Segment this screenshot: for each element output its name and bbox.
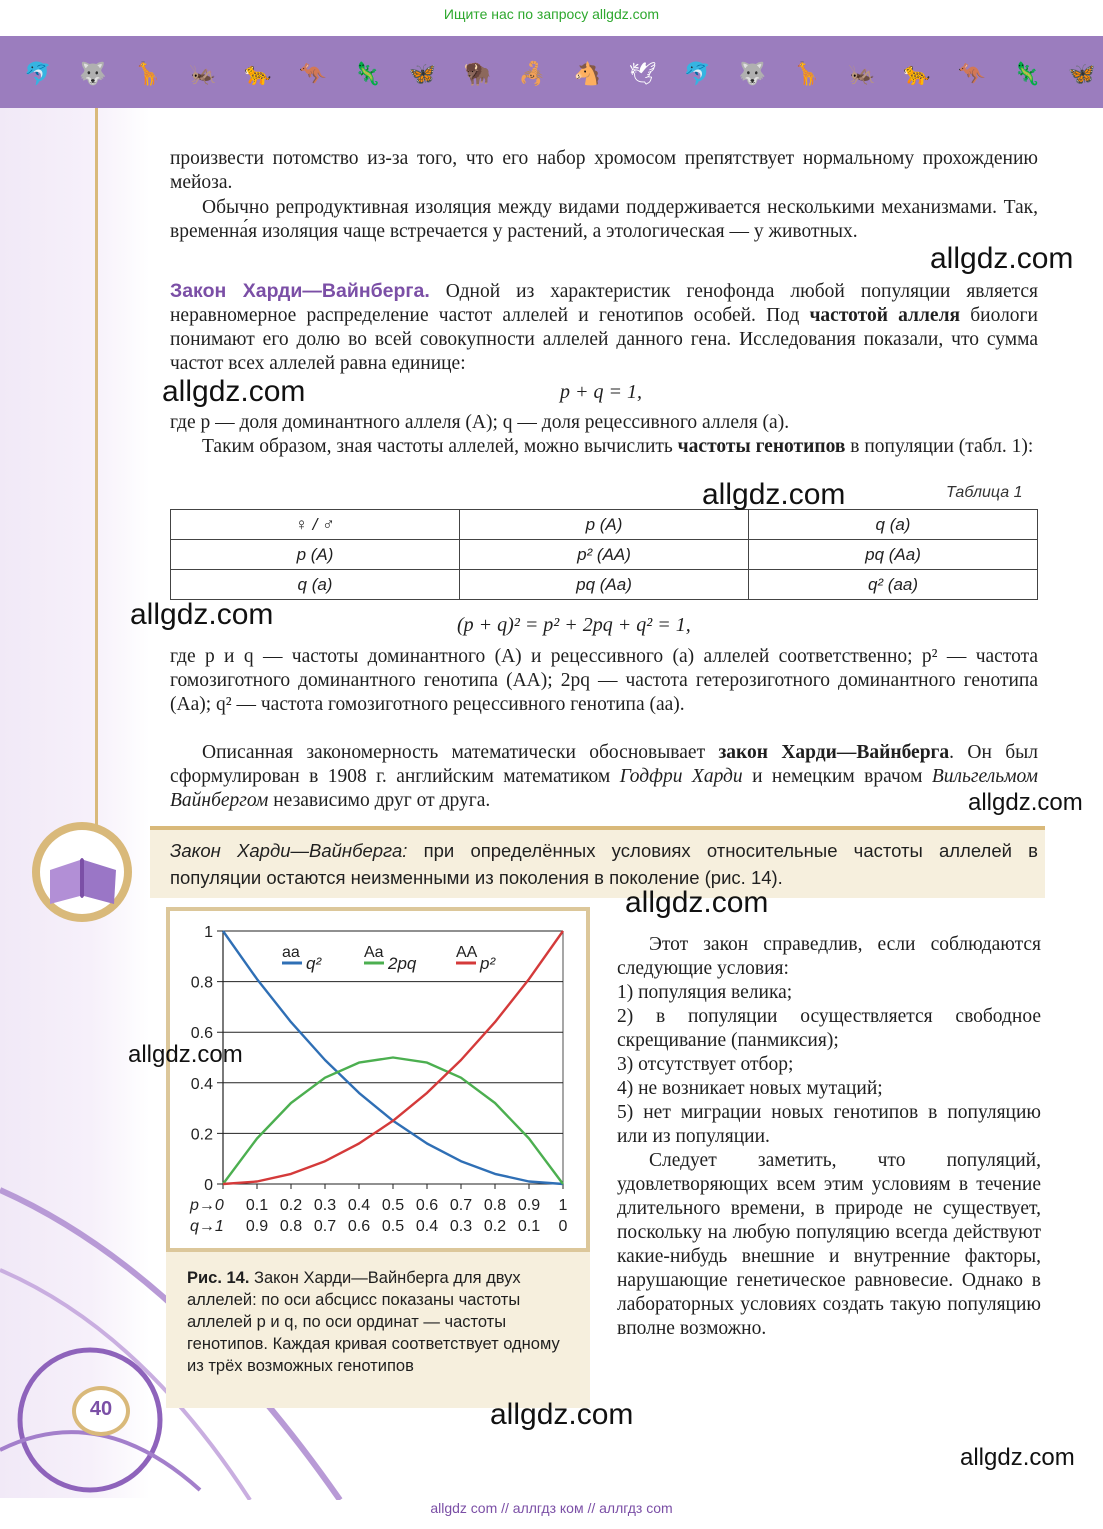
watermark: allgdz.com <box>702 478 846 511</box>
x-tick-label-q: 0.6 <box>347 1218 371 1235</box>
table-cell: p (A) <box>171 540 460 570</box>
y-tick-label: 0.6 <box>190 1025 213 1043</box>
p3-text-a: Одной из характеристик генофонда любой популяции является неравномерное распределение частот аллелей и генотипов особей. Под <box>170 281 1038 326</box>
x-tick-label-q: 0 <box>558 1218 568 1235</box>
figure-frame <box>166 907 590 1252</box>
legend-formula: 2pq <box>388 954 417 973</box>
animal-icon-row <box>20 62 1100 98</box>
allele-table <box>170 509 1038 600</box>
animal-silhouette-icon: 🦎 <box>353 62 382 87</box>
paragraph-p-q-definition: где p — доля доминантного аллеля (A); q — доля рецессивного аллеля (a). <box>170 412 790 433</box>
condition-4: 4) не возникает новых мутаций; <box>617 1078 883 1099</box>
margin-rule <box>95 108 98 828</box>
law-title: Закон Харди—Вайнберга: <box>170 840 408 861</box>
x-tick-label-q: 0.1 <box>517 1218 541 1235</box>
x-tick-label-p: 0.6 <box>415 1197 439 1214</box>
y-tick-label: 0.2 <box>190 1126 213 1144</box>
genotype-frequency-term: частоты генотипов <box>677 436 846 457</box>
table-cell: ♀ / ♂ <box>171 510 460 540</box>
animal-silhouette-icon: 🕊 <box>628 62 657 87</box>
paragraph-2: Обычно репродуктивная изоляция между видами поддерживается несколькими механизмами. Так, временна́я изоляция чаще встречается у растений, а этологическая — у животных. <box>170 197 1038 242</box>
table-cell: q (a) <box>749 510 1038 540</box>
table-cell: q² (aa) <box>749 570 1038 600</box>
animal-silhouette-icon: 🐺 <box>79 62 107 87</box>
condition-2: 2) в популяции осуществляется свободное скрещивание (панмиксия); <box>617 1006 1041 1051</box>
animal-silhouette-icon: 🦒 <box>134 62 162 87</box>
table-cell: p (A) <box>460 510 749 540</box>
x-tick-label-q: 0.8 <box>279 1218 303 1235</box>
p3-text-b: биологи понимают его долю во всей совокупности аллелей данного гена. Исследования показали, что сумма частот всех аллелей равна единице: <box>170 305 1038 374</box>
watermark: allgdz.com <box>930 242 1074 275</box>
x-tick-label-p: 0.3 <box>313 1197 337 1214</box>
animal-silhouette-icon: 🐬 <box>683 62 711 87</box>
animal-silhouette-icon: 🐆 <box>244 62 272 87</box>
animal-silhouette-icon: 🐆 <box>903 62 931 87</box>
watermark: allgdz.com <box>625 886 769 919</box>
table-cell: pq (Aa) <box>749 540 1038 570</box>
legend-formula: q² <box>306 954 322 973</box>
watermark: allgdz.com <box>490 1398 634 1431</box>
legend-formula: p² <box>480 954 496 973</box>
x-tick-label-p: 1 <box>558 1197 568 1214</box>
paragraph-genotype-definitions: где p и q — частоты доминантного (A) и рецессивного (a) аллелей соответственно; p² — частота гомозиготного доминантного генотипа (AA); 2pq — частота гетерозиготного доминантного генотипа (Aa); q² — частота гомозиготного рецессивного генотипа (aa). <box>170 646 1038 715</box>
paragraph-hardy-weinberg <box>170 279 1038 376</box>
animal-silhouette-icon: 🦎 <box>1013 62 1041 87</box>
animal-silhouette-icon: 🦗 <box>189 62 217 87</box>
x-tick-label-q: 0.3 <box>449 1218 473 1235</box>
weinberg-name: Вильгельмом Вайнбергом <box>170 766 1038 811</box>
formula-p-plus-q: p + q = 1, <box>560 381 642 403</box>
legend-genotype-aa: AA <box>456 944 478 961</box>
footer-note: allgdz com // аллгдз ком // аллгдз com <box>430 1500 673 1516</box>
p7-text-c: и немецким врачом <box>742 766 932 787</box>
open-book-icon <box>40 830 124 914</box>
paragraph-1: произвести потомство из-за того, что его набор хромосом препятствует нормальному прохождению мейоза. <box>170 148 1038 193</box>
x-tick-label-q: 0.4 <box>415 1218 439 1235</box>
condition-5: 5) нет миграции новых генотипов в популяцию или из популяции. <box>617 1102 1041 1147</box>
book-badge <box>32 822 132 922</box>
animal-silhouette-icon: 🐺 <box>738 62 766 87</box>
table-row <box>171 570 1038 600</box>
x-axis-label-p: p→0 <box>190 1197 224 1214</box>
hardy-weinberg-heading: Закон Харди—Вайнберга. <box>170 280 430 302</box>
animal-silhouette-icon: 🦘 <box>958 62 986 87</box>
conditions-intro: Этот закон справедлив, если соблюдаются следующие условия: <box>617 934 1041 979</box>
table-row <box>171 540 1038 570</box>
watermark: allgdz.com <box>162 375 306 408</box>
x-tick-label-q: 0.5 <box>381 1218 405 1235</box>
x-tick-label-q: 0.9 <box>245 1218 269 1235</box>
y-tick-label: 1 <box>204 924 213 941</box>
animal-silhouette-icon: 🐴 <box>573 62 602 87</box>
closing-paragraph: Следует заметить, что популяций, удовлетворяющих всем этим условиям в течение длительного времени, в природе не существует, поскольку на любую популяцию всегда действуют какие-нибудь внешние и внутренние факторы, нарушающие генетическое равновесие. Однако в лабораторных условиях создать такую популяцию вполне возможно. <box>617 1150 1041 1339</box>
table-cell: q (a) <box>171 570 460 600</box>
watermark: allgdz.com <box>960 1444 1075 1471</box>
table-caption: Таблица 1 <box>946 484 1023 501</box>
p7-text-b: . Он был сформулирован в 1908 г. английским математиком <box>170 742 1038 787</box>
animal-silhouette-icon: 🦒 <box>793 62 821 87</box>
animal-silhouette-icon: 🦋 <box>408 62 437 87</box>
hardy-name: Годфри Харди <box>619 766 743 787</box>
figure-number: Рис. 14. <box>187 1269 250 1287</box>
condition-1: 1) популяция велика; <box>617 982 793 1003</box>
x-tick-label-p: 0.9 <box>517 1197 541 1214</box>
watermark: allgdz.com <box>130 598 274 631</box>
table-row <box>171 510 1038 540</box>
x-axis-label-q: q→1 <box>190 1218 224 1235</box>
figure-caption-text: Закон Харди—Вайнберга для двух аллелей: по оси абсцисс показаны частоты аллелей p и q, по оси ординат — частоты генотипов. Каждая кривая соответствует одному из трёх возможных генотипов <box>187 1269 560 1375</box>
paragraph-law-origin <box>170 741 1038 813</box>
allele-frequency-term: частотой аллеля <box>809 305 961 326</box>
x-tick-label-p: 0.7 <box>449 1197 473 1214</box>
x-tick-label-p: 0.2 <box>279 1197 303 1214</box>
y-tick-label: 0.4 <box>190 1075 213 1093</box>
law-name-term: закон Харди—Вайнберга <box>718 742 950 763</box>
watermark: allgdz.com <box>968 789 1083 816</box>
p7-text-d: независимо друг от друга. <box>268 790 491 811</box>
hardy-weinberg-chart <box>170 911 586 1248</box>
watermark: allgdz.com <box>128 1041 243 1068</box>
law-statement <box>170 837 1038 891</box>
x-tick-label-q: 0.7 <box>313 1218 337 1235</box>
figure-caption <box>187 1267 579 1377</box>
animal-silhouette-icon: 🐬 <box>24 62 52 87</box>
legend-genotype-aa: aa <box>282 944 300 961</box>
p7-text-a: Описанная закономерность математически обосновывает <box>202 742 719 763</box>
table-cell: pq (Aa) <box>460 570 749 600</box>
table-cell: p² (AA) <box>460 540 749 570</box>
p5-text-b: в популяции (табл. 1): <box>845 436 1034 457</box>
x-tick-label-p: 0.8 <box>483 1197 507 1214</box>
law-text: при определённых условиях относительные частоты аллелей в популяции остаются неизменными из поколения в поколение (рис. 14). <box>170 840 1038 888</box>
animal-silhouette-icon: 🦂 <box>518 62 547 87</box>
animal-silhouette-icon: 🦗 <box>848 62 876 87</box>
x-tick-label-p: 0.4 <box>347 1197 371 1214</box>
paragraph-genotype-frequencies <box>170 435 1038 459</box>
p5-text-a: Таким образом, зная частоты аллелей, можно вычислить <box>202 436 678 457</box>
animal-silhouette-icon: 🦘 <box>298 62 327 87</box>
formula-binomial: (p + q)² = p² + 2pq + q² = 1, <box>457 614 691 636</box>
animal-silhouette-icon: 🦋 <box>1068 62 1096 87</box>
x-tick-label-p: 0.5 <box>381 1197 405 1214</box>
x-tick-label-q: 0.2 <box>483 1218 507 1235</box>
page-number: 40 <box>89 1398 113 1420</box>
y-tick-label: 0.8 <box>190 974 213 992</box>
x-tick-label-p: 0.1 <box>245 1197 269 1214</box>
condition-3: 3) отсутствует отбор; <box>617 1054 794 1075</box>
top-note: Ищите нас по запросу allgdz.com <box>443 6 660 22</box>
y-tick-label: 0 <box>204 1177 213 1194</box>
animal-silhouette-icon: 🦬 <box>463 62 492 87</box>
legend-genotype-aa: Aa <box>364 944 384 961</box>
